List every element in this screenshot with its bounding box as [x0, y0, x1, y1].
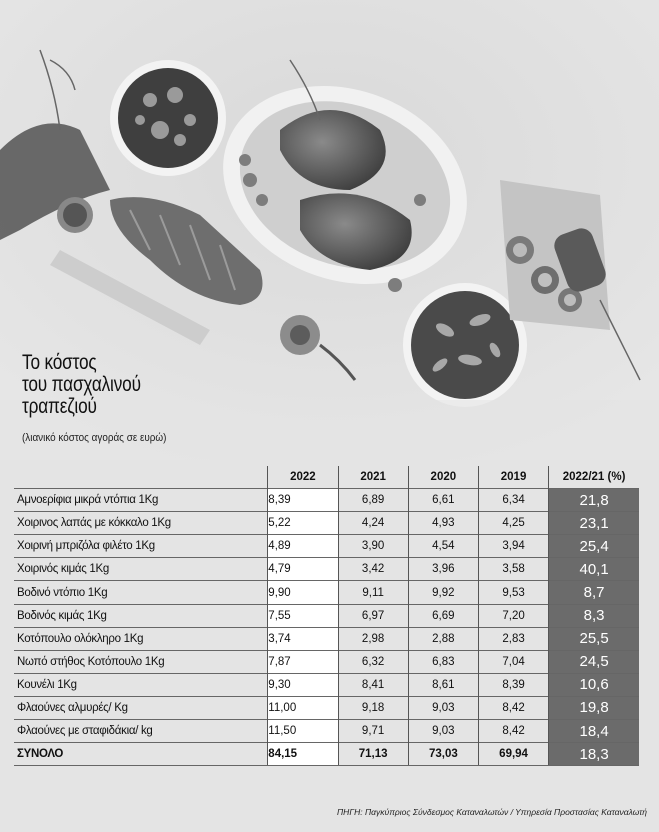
value-2020: 9,03: [408, 720, 478, 743]
value-2019: 7,04: [478, 650, 548, 673]
value-2019: 2,83: [478, 627, 548, 650]
value-2021: 9,11: [338, 581, 408, 604]
table-row: [14, 512, 639, 535]
value-2022: 7,55: [268, 604, 338, 627]
value-2021: 9,71: [338, 720, 408, 743]
item-name: Κοτόπουλο ολόκληρο 1Kg: [14, 627, 268, 650]
value-2022: 8,39: [268, 489, 338, 512]
table-row: [14, 558, 639, 581]
value-2019: 9,53: [478, 581, 548, 604]
header-2019: 2019: [478, 466, 548, 489]
subtitle: (λιανικό κόστος αγοράς σε ευρώ): [22, 432, 167, 444]
item-name: Φλαούνες αλμυρές/ Kg: [14, 696, 268, 719]
value-2021: 71,13: [338, 743, 408, 766]
table-row: [14, 604, 639, 627]
header-2020: 2020: [408, 466, 478, 489]
value-2021: 3,90: [338, 535, 408, 558]
table-row: [14, 673, 639, 696]
value-2020: 4,93: [408, 512, 478, 535]
change-percent: 18,3: [549, 743, 639, 766]
header-2021: 2021: [338, 466, 408, 489]
item-name: Χοιρινή μπριζόλα φιλέτο 1Kg: [14, 535, 268, 558]
total-row: [14, 743, 639, 766]
value-2019: 7,20: [478, 604, 548, 627]
value-2020: 6,61: [408, 489, 478, 512]
value-2019: 4,25: [478, 512, 548, 535]
change-percent: 25,5: [549, 627, 639, 650]
change-percent: 21,8: [549, 489, 639, 512]
value-2020: 9,03: [408, 696, 478, 719]
table-row: [14, 650, 639, 673]
item-name: Φλαούνες με σταφιδάκια/ kg: [14, 720, 268, 743]
value-2020: 6,83: [408, 650, 478, 673]
value-2020: 4,54: [408, 535, 478, 558]
item-name: Χοιρινός κιμάς 1Kg: [14, 558, 268, 581]
value-2021: 4,24: [338, 512, 408, 535]
value-2022: 9,30: [268, 673, 338, 696]
value-2022: 7,87: [268, 650, 338, 673]
title-line-1: Το κόστος: [22, 351, 97, 374]
table-row: [14, 696, 639, 719]
title-line-3: τραπεζιού: [22, 395, 97, 418]
table-row: [14, 489, 639, 512]
change-percent: 40,1: [549, 558, 639, 581]
value-2020: 9,92: [408, 581, 478, 604]
value-2019: 3,58: [478, 558, 548, 581]
table-row: [14, 627, 639, 650]
value-2019: 8,42: [478, 696, 548, 719]
value-2022: 84,15: [268, 743, 338, 766]
price-table: [14, 466, 639, 766]
change-percent: 18,4: [549, 720, 639, 743]
change-percent: 24,5: [549, 650, 639, 673]
value-2021: 6,97: [338, 604, 408, 627]
value-2021: 9,18: [338, 696, 408, 719]
value-2020: 3,96: [408, 558, 478, 581]
title-line-2: του πασχαλινού: [22, 373, 141, 396]
item-name: Αμνοερίφια μικρά ντόπια 1Kg: [14, 489, 268, 512]
table-row: [14, 720, 639, 743]
value-2021: 6,32: [338, 650, 408, 673]
item-name: Βοδινός κιμάς 1Kg: [14, 604, 268, 627]
value-2021: 6,89: [338, 489, 408, 512]
item-name: Χοιρινος λαπάς με κόκκαλο 1Kg: [14, 512, 268, 535]
value-2019: 3,94: [478, 535, 548, 558]
change-percent: 8,3: [549, 604, 639, 627]
value-2022: 4,89: [268, 535, 338, 558]
source-note: ΠΗΓΗ: Παγκύπριος Σύνδεσμος Καταναλωτών / Υπηρεσία Προστασίας Καταναλωτή: [337, 807, 647, 817]
item-name: Νωπό στήθος Κοτόπουλο 1Kg: [14, 650, 268, 673]
value-2022: 4,79: [268, 558, 338, 581]
value-2021: 2,98: [338, 627, 408, 650]
header-blank: [14, 466, 268, 489]
table-row: [14, 581, 639, 604]
item-name: ΣΥΝΟΛΟ: [14, 743, 268, 766]
value-2020: 6,69: [408, 604, 478, 627]
change-percent: 8,7: [549, 581, 639, 604]
value-2021: 3,42: [338, 558, 408, 581]
value-2019: 8,42: [478, 720, 548, 743]
value-2021: 8,41: [338, 673, 408, 696]
change-percent: 23,1: [549, 512, 639, 535]
value-2020: 2,88: [408, 627, 478, 650]
value-2022: 11,50: [268, 720, 338, 743]
change-percent: 25,4: [549, 535, 639, 558]
value-2022: 3,74: [268, 627, 338, 650]
table-row: [14, 535, 639, 558]
table-header-row: [14, 466, 639, 489]
change-percent: 10,6: [549, 673, 639, 696]
value-2020: 8,61: [408, 673, 478, 696]
value-2019: 6,34: [478, 489, 548, 512]
header-change: 2022/21 (%): [549, 466, 639, 489]
value-2022: 5,22: [268, 512, 338, 535]
header-2022: 2022: [268, 466, 338, 489]
value-2019: 8,39: [478, 673, 548, 696]
item-name: Βοδινό ντόπιο 1Kg: [14, 581, 268, 604]
value-2020: 73,03: [408, 743, 478, 766]
value-2022: 11,00: [268, 696, 338, 719]
value-2022: 9,90: [268, 581, 338, 604]
item-name: Κουνέλι 1Kg: [14, 673, 268, 696]
page-title: [22, 352, 141, 418]
value-2019: 69,94: [478, 743, 548, 766]
change-percent: 19,8: [549, 696, 639, 719]
